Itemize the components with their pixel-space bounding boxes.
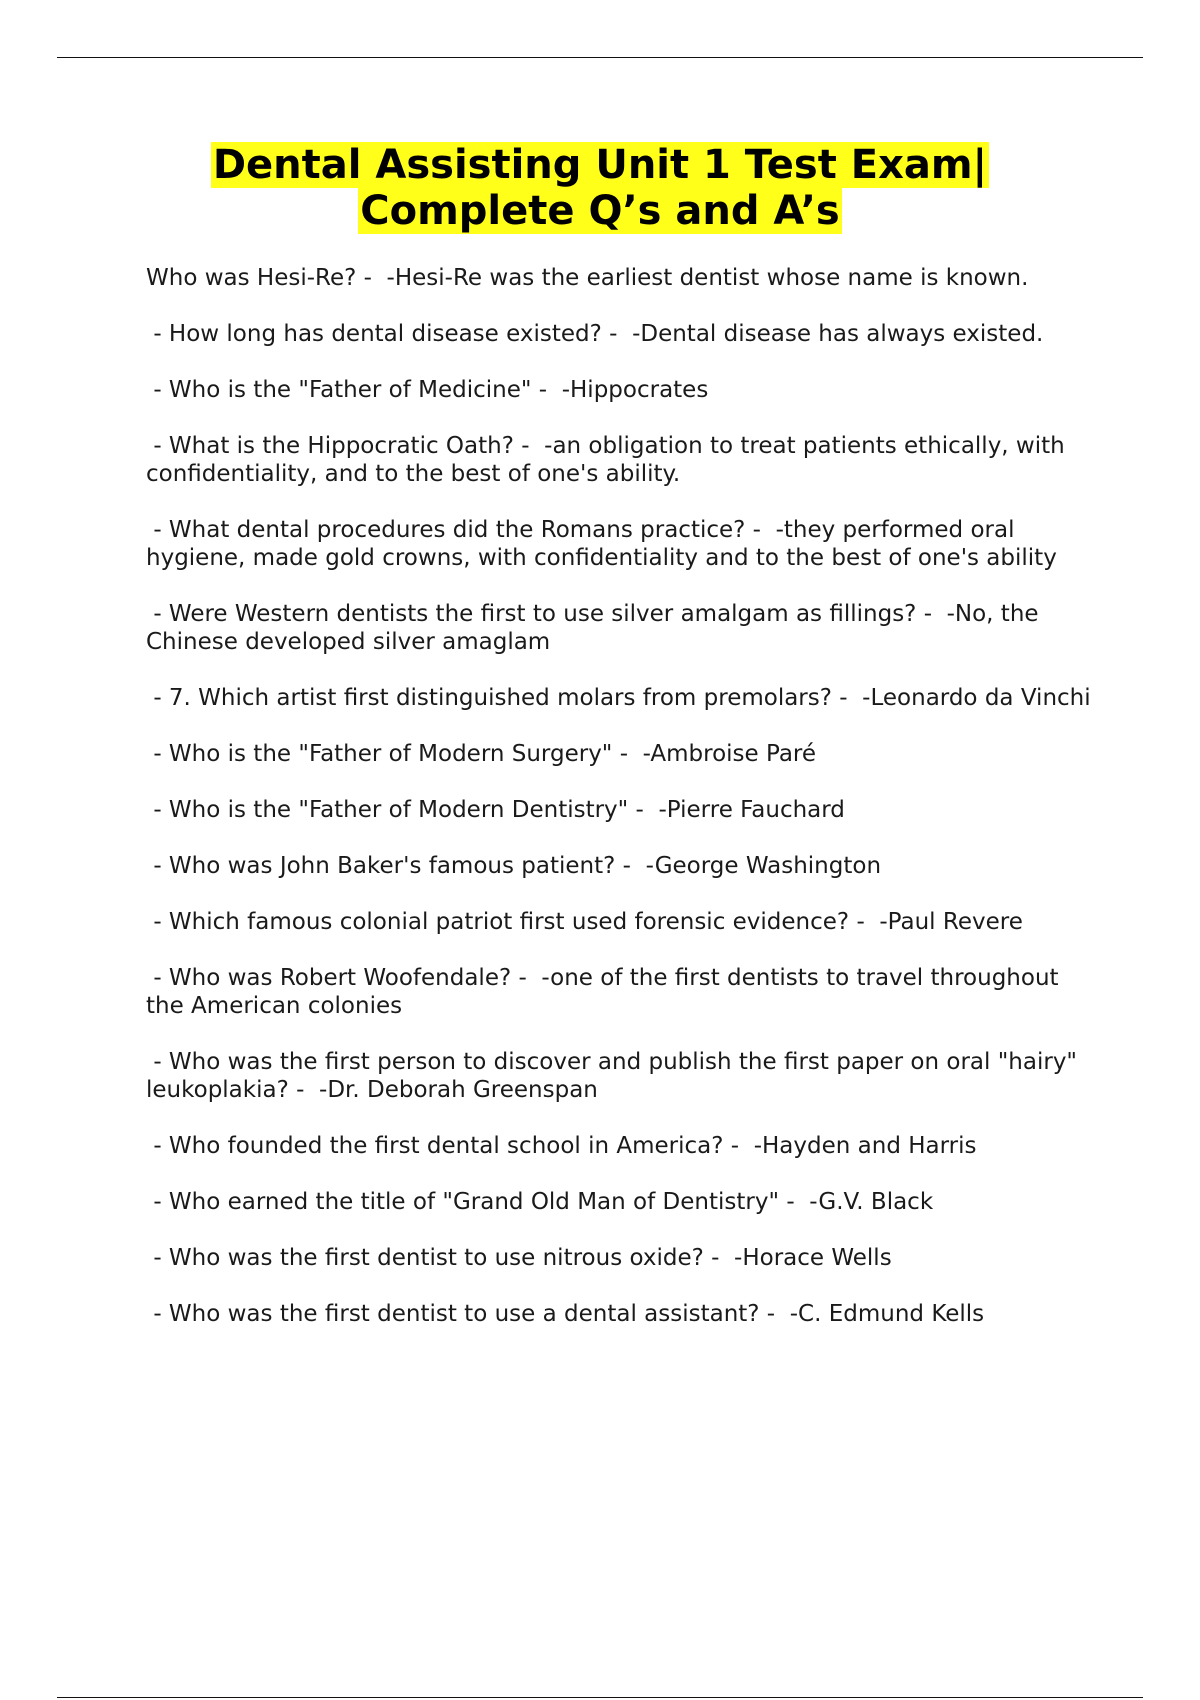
qa-item: - Who was Robert Woofendale? - -one of the first dentists to travel throughout the American colonies <box>146 965 1066 1019</box>
qa-item: Who was Hesi-Re? - -Hesi-Re was the earliest dentist whose name is known. <box>146 265 1029 291</box>
qa-item: - Who is the "Father of Modern Dentistry" - -Pierre Fauchard <box>146 797 845 823</box>
qa-list <box>146 264 1096 1356</box>
qa-item: - Were Western dentists the first to use silver amalgam as fillings? - -No, the Chinese developed silver amaglam <box>146 601 1046 655</box>
qa-item: - Who founded the first dental school in America? - -Hayden and Harris <box>146 1133 977 1159</box>
title-line-1: Dental Assisting Unit 1 Test Exam| <box>212 142 988 188</box>
qa-item: - What dental procedures did the Romans practice? - -they performed oral hygiene, made gold crowns, with confidentiality and to the best of one's ability <box>146 517 1057 571</box>
title-line-2: Complete Q’s and A’s <box>360 188 840 234</box>
qa-item: - Which famous colonial patriot first used forensic evidence? - -Paul Revere <box>146 909 1023 935</box>
qa-item: - Who was the first person to discover and publish the first paper on oral "hairy" leukoplakia? - -Dr. Deborah Greenspan <box>146 1049 1085 1103</box>
qa-item: - How long has dental disease existed? - -Dental disease has always existed. <box>146 321 1044 347</box>
qa-item: - Who was the first dentist to use nitrous oxide? - -Horace Wells <box>146 1245 892 1271</box>
qa-item: - Who is the "Father of Medicine" - -Hippocrates <box>146 377 709 403</box>
qa-item: - 7. Which artist first distinguished molars from premolars? - -Leonardo da Vinchi <box>146 685 1091 711</box>
qa-item: - Who earned the title of "Grand Old Man of Dentistry" - -G.V. Black <box>146 1189 934 1215</box>
page-title <box>0 142 1200 234</box>
top-rule <box>57 57 1143 58</box>
qa-item: - Who is the "Father of Modern Surgery" - -Ambroise Paré <box>146 741 817 767</box>
qa-item: - What is the Hippocratic Oath? - -an obligation to treat patients ethically, with confidentiality, and to the best of one's ability. <box>146 433 1073 487</box>
qa-item: - Who was the first dentist to use a dental assistant? - -C. Edmund Kells <box>146 1301 985 1327</box>
bottom-rule <box>57 1697 1143 1698</box>
qa-item: - Who was John Baker's famous patient? - -George Washington <box>146 853 882 879</box>
